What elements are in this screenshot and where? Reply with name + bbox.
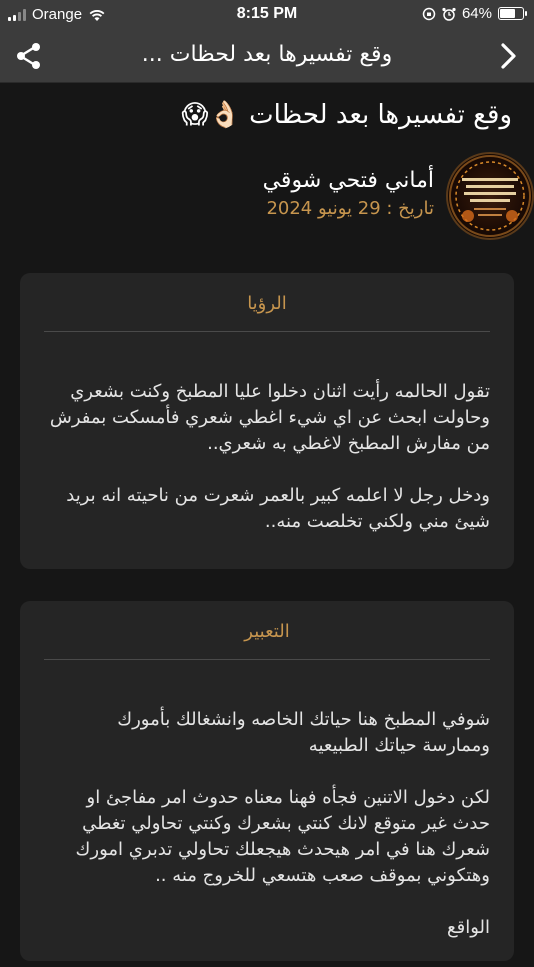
interpretation-paragraph: شوفي المطبخ هنا حياتك الخاصه وانشغالك بأمورك وممارسة حياتك الطبيعيه [117, 709, 490, 756]
carrier-label: Orange [32, 6, 83, 23]
dream-text [48, 379, 490, 561]
nav-title: وقع تفسيرها بعد لحظات ... [141, 42, 393, 67]
status-bar [0, 0, 534, 30]
battery-icon [498, 7, 524, 20]
article-title: وقع تفسيرها بعد لحظات 👌🏻😱 [181, 100, 512, 130]
interpretation-text [48, 707, 490, 967]
chevron-right-icon[interactable] [494, 40, 524, 72]
interpretation-card [20, 601, 514, 961]
interpretation-heading: التعبير [44, 601, 490, 660]
share-icon[interactable] [14, 41, 44, 71]
author-avatar[interactable] [446, 152, 534, 240]
interpretation-paragraph: لكن دخول الاتنين فجأه فهنا معناه حدوث امر مفاجئ او حدث غير متوقع لانك كنتي بشعرك وكنتي تحاولي تغطي شعرك هنا في امر هيحدث هيجعلك تحاولي تدبري امورك وهتكوني بموقف صعب هتسعي للخروج منه .. [75, 787, 490, 886]
dream-paragraph: ودخل رجل لا اعلمه كبير بالعمر شعرت من ناحيته انه بريد شيئ مني ولكني تخلصت منه.. [66, 485, 490, 532]
status-time: 8:15 PM [236, 5, 298, 22]
battery-label: 64% [461, 5, 492, 22]
dream-heading: الرؤيا [44, 273, 490, 332]
interpretation-paragraph: الواقع [447, 917, 490, 938]
status-right [422, 5, 524, 22]
battery-fill [500, 9, 515, 18]
rotation-lock-icon [422, 7, 436, 21]
post-date: تاريخ : 29 يونيو 2024 [266, 198, 434, 219]
dream-card [20, 273, 514, 569]
navigation-bar [0, 30, 534, 83]
dream-paragraph: تقول الحالمه رأيت اثنان دخلوا عليا المطبخ وكنت بشعري وحاولت ابحث عن اي شيء اغطي شعري فأمسكت بمفرش من مفارش المطبخ لاغطي به شعري.. [49, 381, 490, 454]
alarm-icon [442, 7, 456, 21]
author-name[interactable]: أماني فتحي شوقي [262, 168, 434, 193]
avatar-image [448, 154, 532, 238]
